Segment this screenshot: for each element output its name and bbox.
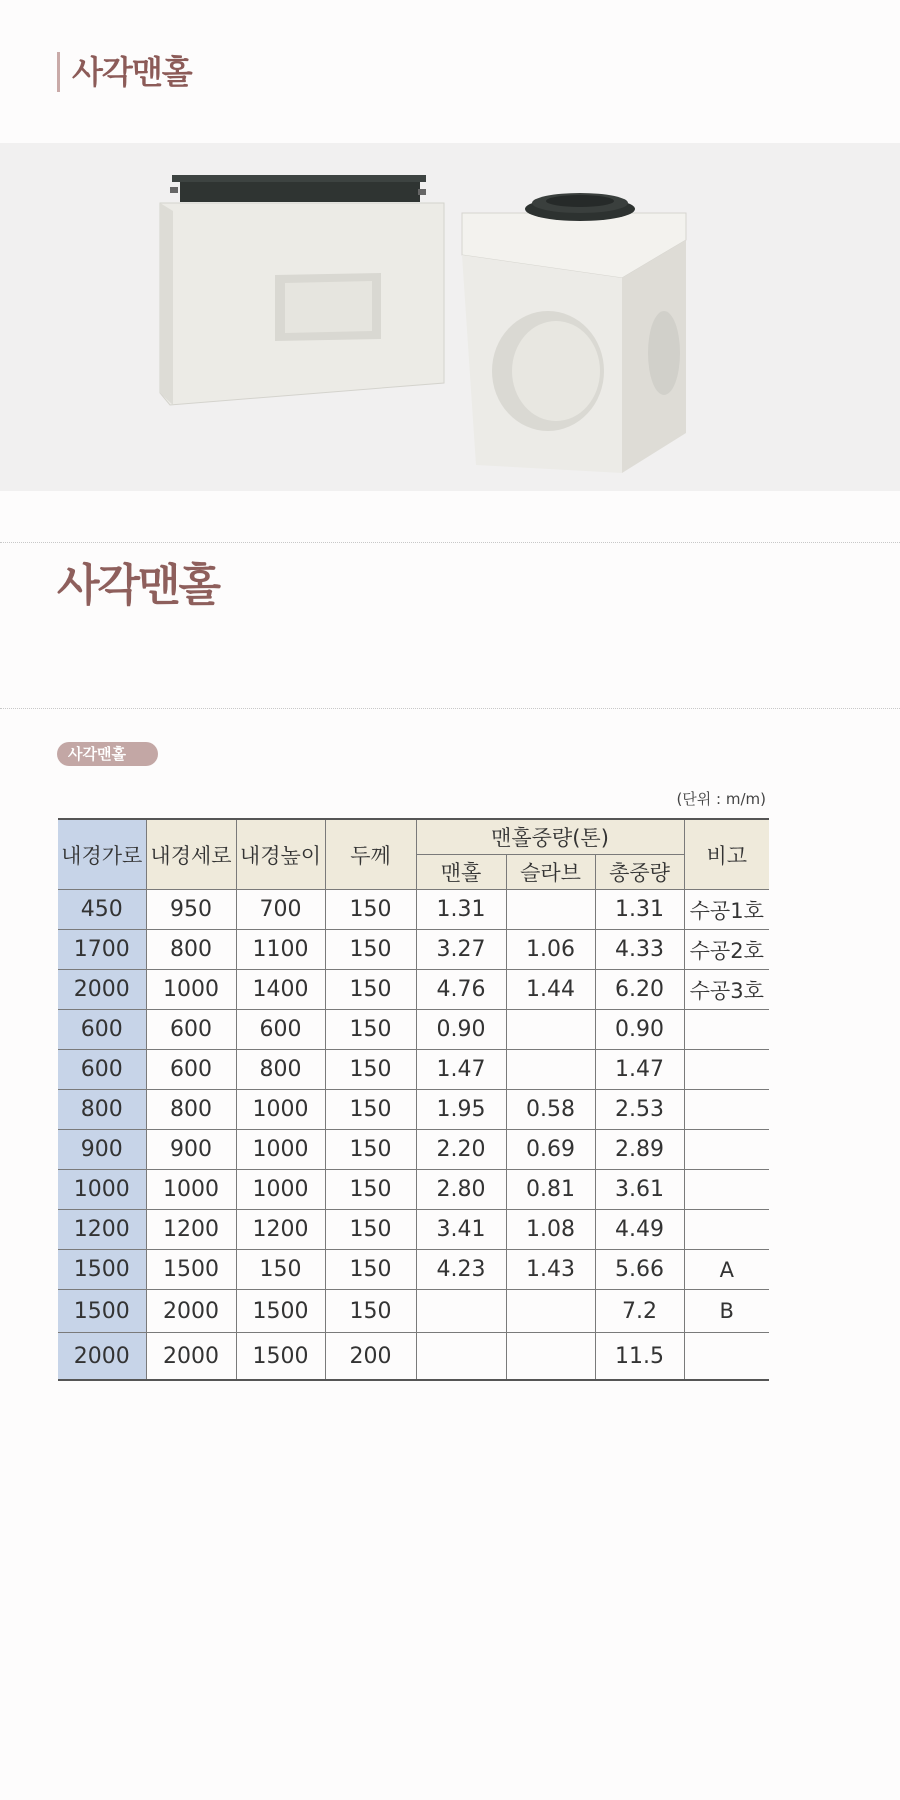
cell-weight-slab — [506, 890, 595, 930]
table-row — [58, 1170, 769, 1210]
cell-inner-depth: 800 — [146, 1090, 236, 1130]
cell-inner-depth: 950 — [146, 890, 236, 930]
cell-inner-depth: 1500 — [146, 1250, 236, 1290]
rect-manhole-figure — [160, 175, 444, 405]
cell-weight-slab — [506, 1290, 595, 1333]
cell-inner-width: 600 — [58, 1010, 146, 1050]
cell-thickness: 150 — [325, 1170, 416, 1210]
cell-note: 수공2호 — [684, 930, 769, 970]
cell-note — [684, 1090, 769, 1130]
table-row — [58, 1333, 769, 1381]
cell-inner-width: 1200 — [58, 1210, 146, 1250]
cell-inner-width: 600 — [58, 1050, 146, 1090]
table-row — [58, 1090, 769, 1130]
cell-inner-height: 1400 — [236, 970, 325, 1010]
header-weight-manhole: 맨홀 — [416, 855, 506, 890]
cell-weight-manhole: 1.47 — [416, 1050, 506, 1090]
cell-inner-width: 2000 — [58, 970, 146, 1010]
divider — [0, 708, 900, 709]
cell-thickness: 200 — [325, 1333, 416, 1381]
cell-inner-width: 800 — [58, 1090, 146, 1130]
cell-weight-manhole: 4.23 — [416, 1250, 506, 1290]
cell-thickness: 150 — [325, 1130, 416, 1170]
cell-weight-manhole: 1.31 — [416, 890, 506, 930]
cell-inner-depth: 2000 — [146, 1333, 236, 1381]
header-thickness: 두께 — [325, 819, 416, 890]
header-note: 비고 — [684, 819, 769, 890]
cell-note — [684, 1130, 769, 1170]
cell-note — [684, 1010, 769, 1050]
table-row — [58, 970, 769, 1010]
cell-thickness: 150 — [325, 1050, 416, 1090]
cell-thickness: 150 — [325, 1010, 416, 1050]
cell-weight-slab: 1.44 — [506, 970, 595, 1010]
cell-weight-total: 0.90 — [595, 1010, 684, 1050]
cell-weight-total: 3.61 — [595, 1170, 684, 1210]
cell-weight-manhole: 2.20 — [416, 1130, 506, 1170]
cell-weight-slab: 1.08 — [506, 1210, 595, 1250]
table-row — [58, 930, 769, 970]
cell-thickness: 150 — [325, 1090, 416, 1130]
section-title: 사각맨홀 — [57, 560, 220, 611]
cell-weight-manhole: 0.90 — [416, 1010, 506, 1050]
cell-weight-total: 4.33 — [595, 930, 684, 970]
cell-inner-height: 1000 — [236, 1170, 325, 1210]
cell-weight-total: 1.31 — [595, 890, 684, 930]
product-image — [0, 143, 900, 491]
cell-weight-slab: 1.43 — [506, 1250, 595, 1290]
manhole-illustration — [0, 143, 900, 491]
cell-note — [684, 1210, 769, 1250]
cell-inner-width: 450 — [58, 890, 146, 930]
cell-inner-width: 1500 — [58, 1250, 146, 1290]
header-inner-height: 내경높이 — [236, 819, 325, 890]
section-tag: 사각맨홀 — [57, 742, 158, 766]
cell-inner-height: 1000 — [236, 1090, 325, 1130]
divider — [0, 542, 900, 543]
cell-weight-slab — [506, 1050, 595, 1090]
cell-inner-depth: 1000 — [146, 1170, 236, 1210]
header-weight-slab: 슬라브 — [506, 855, 595, 890]
header-inner-depth: 내경세로 — [146, 819, 236, 890]
header-weight-total: 총중량 — [595, 855, 684, 890]
cell-note: A — [684, 1250, 769, 1290]
cell-weight-slab: 0.81 — [506, 1170, 595, 1210]
cell-weight-slab — [506, 1333, 595, 1381]
cell-weight-total: 5.66 — [595, 1250, 684, 1290]
table-row — [58, 1290, 769, 1333]
cell-inner-height: 1200 — [236, 1210, 325, 1250]
cell-inner-depth: 800 — [146, 930, 236, 970]
cell-weight-manhole — [416, 1290, 506, 1333]
cell-inner-width: 1000 — [58, 1170, 146, 1210]
cell-weight-manhole: 4.76 — [416, 970, 506, 1010]
cell-inner-depth: 2000 — [146, 1290, 236, 1333]
cell-thickness: 150 — [325, 1290, 416, 1333]
cell-weight-manhole: 3.27 — [416, 930, 506, 970]
cell-thickness: 150 — [325, 1250, 416, 1290]
cell-weight-manhole: 1.95 — [416, 1090, 506, 1130]
cell-inner-height: 800 — [236, 1050, 325, 1090]
cell-inner-depth: 900 — [146, 1130, 236, 1170]
cell-thickness: 150 — [325, 1210, 416, 1250]
cell-weight-slab: 0.69 — [506, 1130, 595, 1170]
cell-weight-manhole: 3.41 — [416, 1210, 506, 1250]
cell-inner-height: 150 — [236, 1250, 325, 1290]
page-title: 사각맨홀 — [57, 52, 192, 92]
cell-thickness: 150 — [325, 890, 416, 930]
cell-weight-total: 4.49 — [595, 1210, 684, 1250]
square-manhole-figure — [462, 193, 686, 473]
table-row — [58, 890, 769, 930]
cell-note — [684, 1050, 769, 1090]
cell-inner-height: 1500 — [236, 1333, 325, 1381]
cell-inner-depth: 600 — [146, 1010, 236, 1050]
cell-inner-height: 600 — [236, 1010, 325, 1050]
cell-inner-height: 1000 — [236, 1130, 325, 1170]
cell-weight-manhole — [416, 1333, 506, 1381]
cell-inner-depth: 1200 — [146, 1210, 236, 1250]
cell-inner-height: 1500 — [236, 1290, 325, 1333]
cell-note: B — [684, 1290, 769, 1333]
cell-weight-total: 7.2 — [595, 1290, 684, 1333]
cell-thickness: 150 — [325, 970, 416, 1010]
cell-note: 수공3호 — [684, 970, 769, 1010]
table-row — [58, 1210, 769, 1250]
cell-inner-width: 1700 — [58, 930, 146, 970]
cell-weight-total: 11.5 — [595, 1333, 684, 1381]
cell-weight-slab: 0.58 — [506, 1090, 595, 1130]
spec-table — [58, 818, 769, 1381]
cell-weight-total: 1.47 — [595, 1050, 684, 1090]
cell-inner-height: 700 — [236, 890, 325, 930]
cell-weight-slab: 1.06 — [506, 930, 595, 970]
cell-note: 수공1호 — [684, 890, 769, 930]
table-row — [58, 1050, 769, 1090]
cell-note — [684, 1170, 769, 1210]
cell-weight-slab — [506, 1010, 595, 1050]
cell-weight-total: 2.89 — [595, 1130, 684, 1170]
table-row — [58, 1250, 769, 1290]
cell-inner-width: 2000 — [58, 1333, 146, 1381]
cell-inner-depth: 1000 — [146, 970, 236, 1010]
cell-thickness: 150 — [325, 930, 416, 970]
cell-weight-total: 6.20 — [595, 970, 684, 1010]
cell-note — [684, 1333, 769, 1381]
cell-inner-depth: 600 — [146, 1050, 236, 1090]
cell-inner-width: 1500 — [58, 1290, 146, 1333]
cell-weight-manhole: 2.80 — [416, 1170, 506, 1210]
header-weight-group: 맨홀중량(톤) — [416, 819, 684, 855]
unit-label: (단위 : m/m) — [676, 790, 766, 808]
cell-inner-height: 1100 — [236, 930, 325, 970]
table-row — [58, 1130, 769, 1170]
cell-inner-width: 900 — [58, 1130, 146, 1170]
cell-weight-total: 2.53 — [595, 1090, 684, 1130]
header-inner-width: 내경가로 — [58, 819, 146, 890]
table-header-row — [58, 819, 769, 855]
table-row — [58, 1010, 769, 1050]
